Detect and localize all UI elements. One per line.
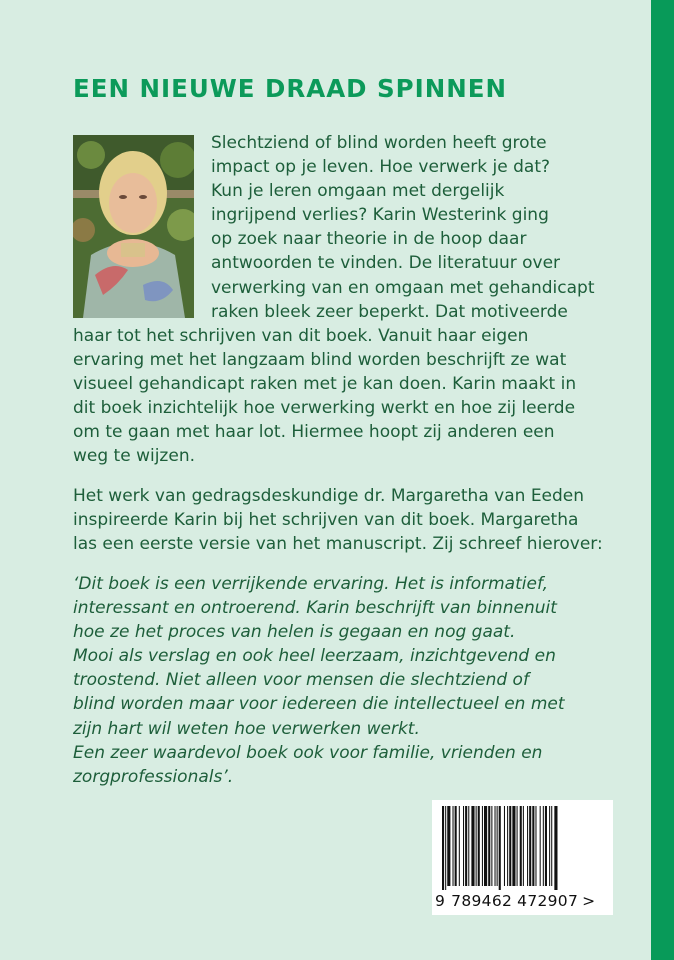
barcode-bar xyxy=(491,806,492,886)
quote-line: Een zeer waardevol boek ook voor familie, vrienden en xyxy=(73,742,543,763)
quote-line: Mooi als verslag en ook heel leerzaam, inzichtgevend en xyxy=(73,646,556,667)
barcode-bar xyxy=(463,806,464,886)
spine-stripe xyxy=(651,0,674,960)
text-line: inspireerde Karin bij het schrijven van dit boek. Margaretha xyxy=(73,510,579,531)
text-line: om te gaan met haar lot. Hiermee hoopt zij anderen een xyxy=(73,422,555,443)
barcode-bar xyxy=(445,806,446,890)
text-line: Kun je leren omgaan met dergelijk xyxy=(211,181,505,202)
text-line: verwerking van en omgaan met gehandicapt xyxy=(211,277,595,298)
text-line: raken bleek zeer beperkt. Dat motiveerde xyxy=(211,301,568,322)
barcode-bar xyxy=(523,806,524,886)
text-line: Het werk van gedragsdeskundige dr. Margaretha van Eeden xyxy=(73,486,585,506)
quote-line: ‘Dit boek is een verrijkende ervaring. Het is informatief, xyxy=(73,574,549,594)
isbn-group-1: 789462 xyxy=(451,892,513,910)
barcode-bar xyxy=(532,806,534,886)
barcode-bar xyxy=(517,806,518,886)
barcode-bar xyxy=(488,806,490,886)
text-line: impact op je leven. Hoe verwerk je dat? xyxy=(211,157,551,178)
isbn-tail-marker: > xyxy=(582,892,596,910)
barcode-bar xyxy=(484,806,487,886)
barcode-bar xyxy=(507,806,508,886)
isbn-group-2: 472907 xyxy=(517,892,579,910)
barcode-bars xyxy=(432,800,613,892)
barcode-bar xyxy=(497,806,498,886)
barcode-bar xyxy=(495,806,496,886)
barcode-bar xyxy=(535,806,536,886)
intro-paragraph xyxy=(73,131,643,468)
barcode-bar xyxy=(476,806,477,886)
quote-line: interessant en ontroerend. Karin beschrijft van binnenuit xyxy=(73,598,557,619)
barcode-bar xyxy=(540,806,541,886)
barcode-bar xyxy=(459,806,460,886)
barcode-bar xyxy=(453,806,454,886)
barcode-bar xyxy=(465,806,467,886)
barcode-bar xyxy=(529,806,531,886)
barcode-bar xyxy=(527,806,528,886)
text-line: ingrijpend verlies? Karin Westerink ging xyxy=(211,205,549,226)
barcode-bar xyxy=(478,806,480,886)
quote-line: troostend. Niet alleen voor mensen die slechtziend of xyxy=(73,670,529,691)
inspiration-paragraph xyxy=(73,484,643,556)
barcode-bar xyxy=(551,806,552,886)
text-line: dit boek inzichtelijk hoe verwerking werkt en hoe zij leerde xyxy=(73,398,576,419)
isbn-barcode xyxy=(432,800,613,915)
barcode-bar xyxy=(499,806,501,890)
text-line: las een eerste versie van het manuscript. Zij schreef hierover: xyxy=(73,534,603,555)
barcode-bar xyxy=(504,806,505,886)
barcode-bar xyxy=(509,806,511,886)
barcode-bar xyxy=(520,806,522,886)
barcode-bar xyxy=(554,806,557,890)
text-line: ervaring met het langzaam blind worden beschrijft ze wat xyxy=(73,349,567,370)
quote-line: blind worden maar voor iedereen die intellectueel en met xyxy=(73,694,565,715)
quote-line: zorgprofessionals’. xyxy=(73,766,234,787)
barcode-bar xyxy=(482,806,483,886)
isbn-digits xyxy=(432,892,613,910)
quote-line: hoe ze het proces van helen is gegaan en nog gaat. xyxy=(73,622,516,643)
barcode-bar xyxy=(545,806,547,886)
barcode-bar xyxy=(543,806,544,886)
barcode-bar xyxy=(447,806,450,886)
barcode-bar xyxy=(512,806,515,886)
quote-line: zijn hart wil weten hoe verwerken werkt. xyxy=(73,718,420,739)
book-title: EEN NIEUWE DRAAD SPINNEN xyxy=(73,74,508,103)
text-line: visueel gehandicapt raken met je kan doen. Karin maakt in xyxy=(73,373,577,394)
text-line: antwoorden te vinden. De literatuur over xyxy=(211,253,561,274)
text-line: Slechtziend of blind worden heeft grote xyxy=(211,133,547,153)
review-quote xyxy=(73,572,643,789)
barcode-bar xyxy=(549,806,550,886)
text-line: weg te wijzen. xyxy=(73,446,195,467)
barcode-bar xyxy=(468,806,469,886)
barcode-bar xyxy=(455,806,457,886)
barcode-bar xyxy=(471,806,474,886)
text-line: op zoek naar theorie in de hoop daar xyxy=(211,229,527,250)
barcode-bar xyxy=(442,806,444,890)
text-line: haar tot het schrijven van dit boek. Vanuit haar eigen xyxy=(73,325,529,346)
isbn-first-digit: 9 xyxy=(435,892,446,910)
